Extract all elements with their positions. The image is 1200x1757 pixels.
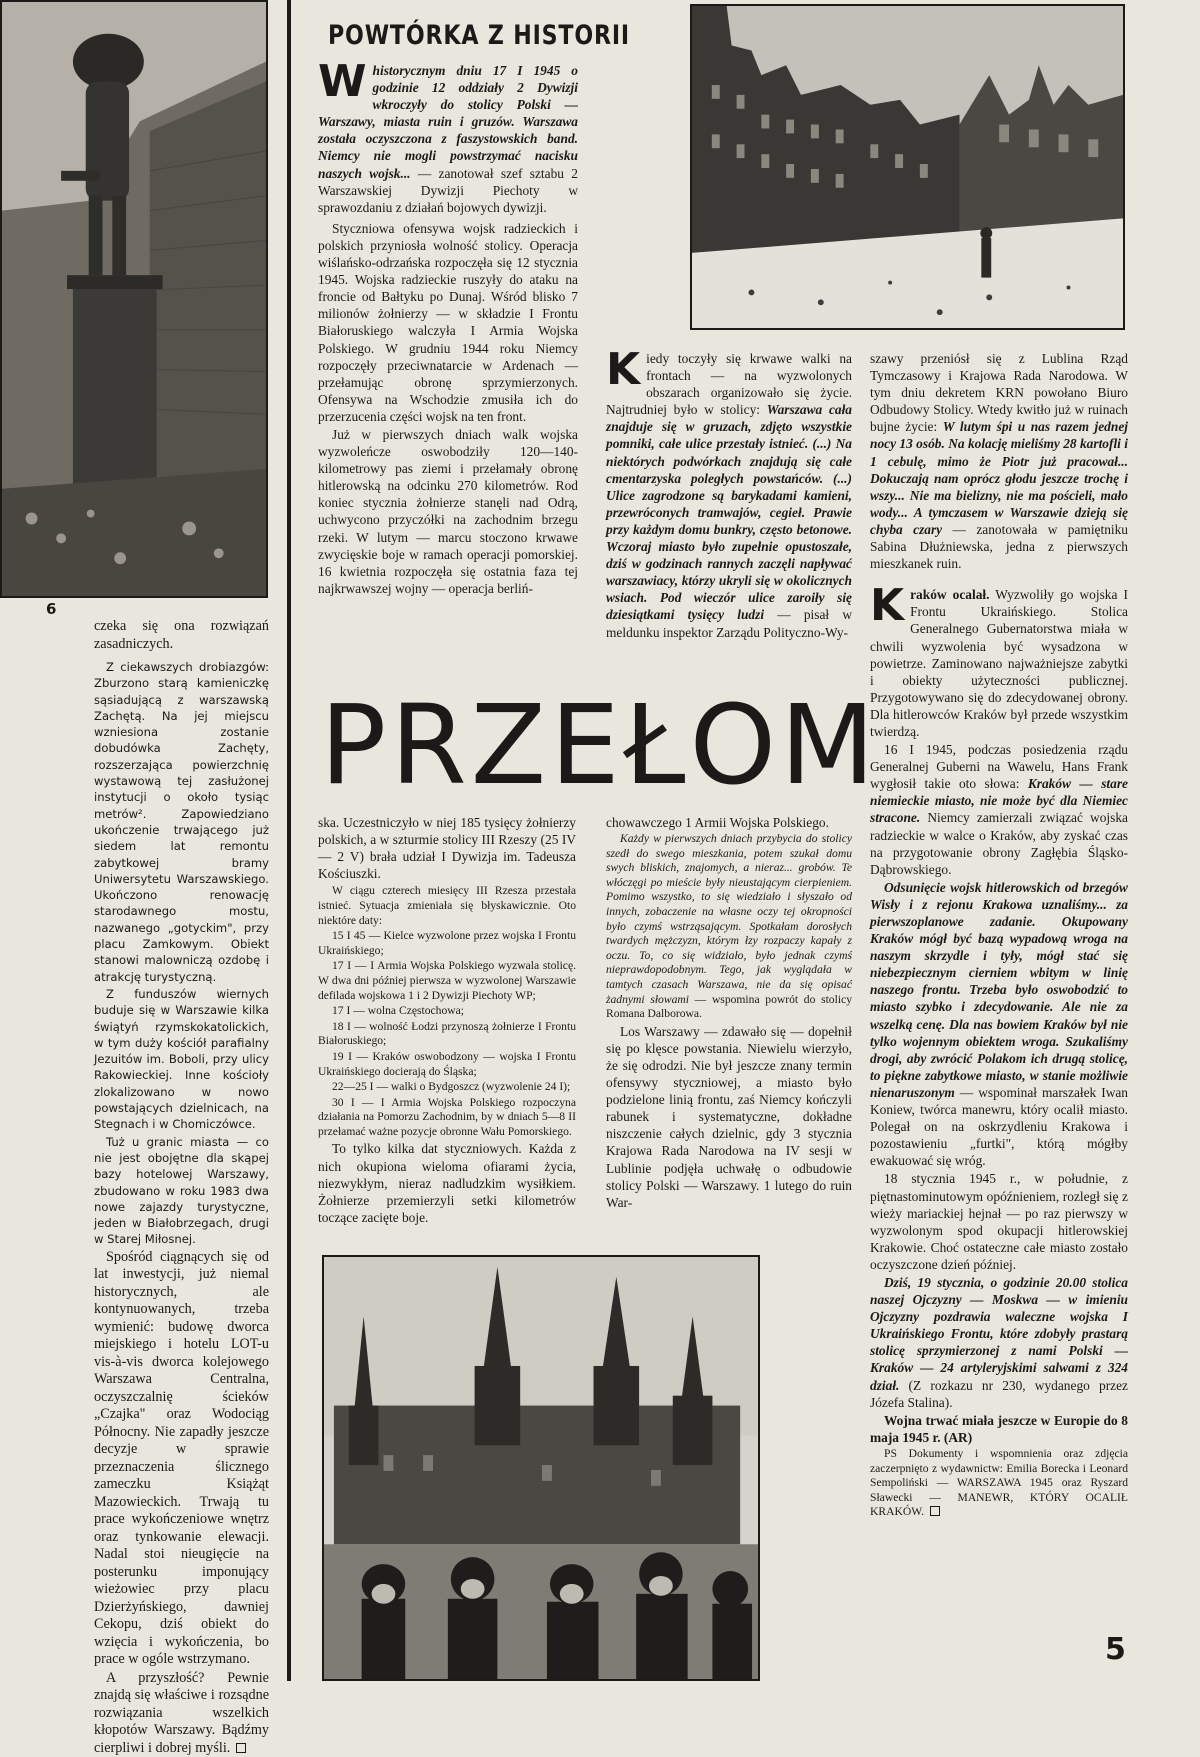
column-a-paragraph <box>318 56 578 216</box>
dropcap: K <box>606 344 641 395</box>
left-paragraph <box>94 1670 269 1757</box>
krakow-barbican-photo <box>322 1255 760 1681</box>
quote-text: Każdy w pierwszych dniach przybycia do stolicy szedł do swego mieszkania, potem szukał domu swych bliskich, znajomych, a nieraz... grobów. Te włóczęgi po mieście były nieustającym cierpieniem. Pomimo wszystko, to się wiedziało i słyszało od innych, zobaczenie na własne oczy tej okropności było czymś wstrząsającym. Spotkałam dorosłych twardych mężczyzn, którym łzy rozpaczy kapały z oczu. To, co się widziało, było jednak czymś nieprawdopodobnym. Tego, jak wyglądała w tamtych czasach Warszawa, nie da się opisać żadnymi słowami <box>606 832 852 1006</box>
paragraph-text: — zanotowała w pamiętniku Sabina Dłużniewska, jedna z pierwszych mieszkanek ruin. <box>870 521 1129 572</box>
column-a-upper <box>318 56 578 682</box>
left-column <box>94 618 269 1756</box>
column-c-paragraph: 18 stycznia 1945 r., w południe, z piętnastominutowym opóźnieniem, rozległ się z wieży mariackiej hejnał — po raz pierwszy w wyzwolonym spod okupacji hitlerowskiej Krakowie. Choć ostateczne całe miasto zostało oczyszczone dzień później. <box>870 1171 1128 1272</box>
paragraph-text: — wspominał marszałek Iwan Koniew, twórca manewru, który ocalił miasto. Polegał on na oskrzydleniu Krakowa i pozostawieniu „furtki", którą mógłby ewakuować się wróg. <box>870 1084 1128 1169</box>
date-item: 15 I 45 — Kielce wyzwolone przez wojska I Frontu Ukraińskiego; <box>318 929 576 957</box>
date-item: 19 I — Kraków oswobodzony — wojska I Frontu Ukraińskiego docierają do Śląska; <box>318 1049 576 1078</box>
end-mark-icon <box>236 1743 246 1753</box>
lead-text: raków ocalał. <box>910 587 990 603</box>
left-closing-text: A przyszłość? Pewnie znajdą się właściwe i rozsądne rozwiązania wszelkich kłopotów Warszawy. Bądźmy cierpliwi i dobrej myśli. <box>94 1669 269 1756</box>
column-a-paragraph: Już w pierwszych dniach walk wojska wyzwoleńcze oswobodziły 120—140-kilometrowy pas ziemi i przełamały obronę hitlerowską na odcinku 270 kilometrów. Rod koniec stycznia żołnierze stanęli nad Odrą, uchwycono przyczółki na zachodnim brzegu rzeki. W lutym — marcu stoczono krwawe zwycięskie boje w ramach operacji pomorskiej. 16 kwietnia rozpoczęła się ostatnia faza tej najkrwawszej wojny — operacja berliń- <box>318 426 578 596</box>
paragraph-text: — pisał w meldunku inspektor Zarządu Polityczno-Wy- <box>606 607 852 640</box>
dropcap: K <box>870 580 905 632</box>
quote-text: Kraków — stare niemieckie miasto, nie może być dla Niemiec stracone. <box>870 776 1128 826</box>
paragraph-text: — zanotował szef sztabu 2 Warszawskiej Dywizji Piechoty w sprawozdaniu z działań bojowych dywizji. <box>318 165 578 215</box>
column-c-paragraph <box>870 1274 1128 1411</box>
monument-photo-image <box>2 2 266 596</box>
column-b-paragraph <box>606 832 852 1022</box>
krakow-barbican-photo-image <box>324 1257 758 1679</box>
monument-photo <box>0 0 268 598</box>
left-paragraph: Z ciekawszych drobiazgów: Zburzono starą kamieniczkę sąsiadującą z warszawską Zachętą. Na jej miejscu wzniesiona zostanie dobudówka Zachęty, rozszerzająca powierzchnię wystawową tej zasłużonej instytucji o około tysiąc metrów². Zapowiedziano ukończenie trwającego już siedem lat remontu zabytkowej bramy Uniwersytetu Warszawskiego. Ukończono renowację starodawnego mostu, nazwanego „gotyckim", przy placu Zamkowym. Obiekt stanowi malowniczą ozdobę i atrakcję turystyczną. <box>94 660 269 984</box>
left-paragraph: Z funduszów wiernych buduje się w Warszawie kilka świątyń rzymskokatolickich, w tym duży kościół parafialny Jezuitów im. Boboli, przy ulicy Rakowieckiej. Inne kościoły zlokalizowano w nowo powstających dzielnicach, na Stegnach i w Chomiczówce. <box>94 986 269 1132</box>
date-item: 17 I — wolna Częstochowa; <box>332 1004 465 1018</box>
column-c-paragraph: Wojna trwać miała jeszcze w Europie do 8 maja 1945 r. (AR) <box>870 1412 1128 1445</box>
column-a-paragraph: Styczniowa ofensywa wojsk radzieckich i polskich przyniosła wolność stolicy. Operacja wiślańsko-odrzańska rozpoczęła się 12 stycznia 1945. Wojska radzieckie ruszyły do ataku na froncie od Bałtyku po Dunaj. Wśród blisko 7 milionów żołnierzy — w składzie I Frontu Białoruskiego walczyła I Armia Wojska Polskiego. W grudniu 1944 roku Niemcy rozpoczęły przeciwnatarcie w Ardenach — przełamując obronę sprzymierzonych. Ofensywa na Wschodzie zmusiła ich do przerzucenia części wojsk na ten front. <box>318 220 578 424</box>
quote-text: Dziś, 19 stycznia, o godzinie 20.00 stolica naszej Ojczyzny — Moskwa — w imieniu Ojczyzny pozdrawia waleczne wojska I Ukraińskiego Frontu, które zdobyły prastarą stolicę sprzymierzonej z nami Polski — Kraków — 24 artyleryjskimi salwami z 324 dział. <box>870 1274 1128 1393</box>
column-b-paragraph: Los Warszawy — zdawało się — dopełnił się po klęsce powstania. Niewielu wierzyło, że się odrodzi. Nie był jeszcze znany termin ofensywy styczniowej, a miasto było podzielone linią frontu, zaś Niemcy kończyli rabunek i systematyczne, dokładne niszczenie całych dzielnic, gdy 3 stycznia Krajowa Rada Narodowa na IV sesji w Lublinie podjęła uchwałę o odbudowie stolicy Polski — Warszawy. 1 lutego do ruin War- <box>606 1023 852 1210</box>
postscript-text: PS Dokumenty i wspomnienia oraz zdjęcia zaczerpnięto z wydawnictw: Emilia Borecka i Leonard Sempoliński — WARSZAWA 1945 oraz Ryszard Sławecki — MANEWR, KTÓRY OCALIŁ KRAKÓW. <box>870 1446 1128 1519</box>
date-item: 30 I — I Armia Wojska Polskiego rozpoczyna działania na Pomorzu Zachodnim, by w dniach 5—8 II przełamać ważne pozycje obronne Wału Pomorskiego. <box>318 1095 576 1138</box>
warsaw-ruins-photo-image <box>692 6 1123 328</box>
left-paragraph: czeka się ona rozwiązań zasadniczych. <box>94 618 269 652</box>
quote-text: historycznym dniu 17 I 1945 o godzinie 12 oddziały 2 Dywizji wkroczyły do stolicy Polski — Warszawy, miasta ruin i gruzów. Warszawa została oczyszczona z faszystowskich band. Niemcy nie mogli powstrzymać nacisku naszych wojsk... <box>318 63 578 181</box>
dates-intro: W ciągu czterech miesięcy III Rzesza przestała istnieć. Sytuacja zmieniała się błyskawicznie. Oto niektóre daty: <box>318 884 576 927</box>
column-a-paragraph: To tylko kilka dat styczniowych. Każda z nich okupiona wieloma ofiarami życia, niezwykłym, nieraz nadludzkim wysiłkiem. Żołnierze przemierzyli setki kilometrów toczące zacięte boje. <box>318 1141 576 1225</box>
column-c-paragraph <box>870 350 1128 572</box>
column-c-paragraph <box>870 741 1128 878</box>
column-b-paragraph <box>606 344 853 641</box>
postscript <box>870 1447 1128 1520</box>
column-a-lower <box>318 814 576 1244</box>
date-item: 17 I — I Armia Wojska Polskiego wyzwala stolicę. W dwa dni później pierwsza w wyzwolonej Warszawie defilada wojskowa 1 i 2 Dywizji Piechoty WP; <box>318 959 576 1002</box>
column-b-lower <box>606 814 852 1244</box>
date-item: 22—25 I — walki o Bydgoszcz (wyzwolenie 24 I); <box>332 1080 571 1094</box>
page-gutter <box>287 0 291 1681</box>
paragraph-text: iedy toczyły się krwawe walki na frontach — na wyzwolonych obszarach organizowało się życie. Najtrudniej było w stolicy: <box>606 351 852 418</box>
dropcap: W <box>318 56 367 107</box>
column-a-paragraph: ska. Uczestniczyło w niej 185 tysięcy żołnierzy polskich, a w szturmie stolicy III Rzeszy (25 IV— 2 V) brała udział I Dywizja im. Tadeusza Kościuszki. <box>318 815 576 882</box>
left-paragraph: Tuż u granic miasta — co nie jest obojętne dla skąpej bazy hotelowej Warszawy, zbudowano w roku 1983 dwa nowe zajazdy turystyczne, jeden w Białobrzegach, drugi w Starej Miłosnej. <box>94 1134 269 1247</box>
column-b-paragraph: chowawczego 1 Armii Wojska Polskiego. <box>606 815 829 830</box>
column-c-paragraph <box>870 580 1128 740</box>
date-item: 18 I — wolność Łodzi przynoszą żołnierze I Frontu Białoruskiego; <box>318 1019 576 1048</box>
column-b-upper <box>606 344 853 682</box>
paragraph-text: szawy przeniósł się z Lublina Rząd Tymczasowy i Krajowa Rada Narodowa. W tym dniu dekretem KRN powołano Biuro Odbudowy Stolicy. Wtedy kwitło już w ruinach bujne życie: <box>870 351 1128 435</box>
section-title: POWTÓRKA Z HISTORII <box>328 20 630 51</box>
dates-list <box>318 884 576 1139</box>
paragraph-text: Wyzwoliły go wojska I Frontu Ukraińskiego. Stolica Generalnego Gubernatorstwa miała w chwili wyzwolenia być wysadzona w powietrze. Zaminowano najważniejsze zabytki i obiekty użyteczności publicznej. Przygotowywano się do zdecydowanej obrony. Dla hitlerowców Kraków był przede wszystkim twierdzą. <box>870 587 1128 739</box>
quote-text: W lutym śpi u nas razem jednej nocy 13 osób. Na kolację mieliśmy 28 kartofli i 1 cebulę, mimo że Piotr już pracował... Dokuczają nam oprócz głodu jeszcze trochę i wszy... Nie ma bielizny, nie ma pościeli, mało wody... A tymczasem w Warszawie dzieją się chyba czary <box>870 419 1128 537</box>
paragraph-text: (Z rozkazu nr 230, wydanego przez Józefa Stalina). <box>870 1377 1128 1410</box>
paragraph-text: Niemcy zamierzali związać wojska radzieckie w walce o Kraków, aby zyskać czas na przygotowanie obrony Zagłębia Śląsko-Dąbrowskiego. <box>870 810 1128 877</box>
paragraph-text: 16 I 1945, podczas posiedzenia rządu Generalnej Guberni na Wawelu, Hans Frank wygłosił takie oto słowa: <box>870 742 1128 792</box>
warsaw-ruins-photo <box>690 4 1125 330</box>
quote-text: Odsunięcie wojsk hitlerowskich od brzegów Wisły i z rejonu Krakowa uznaliśmy... za pierwszoplanowe zadanie. Okupowany Kraków mógł być bazą wypadową wroga na naszym skrzydle i tyły, mógł stać się niebezpiecznym cierniem wbitym w linię naszego frontu. Trzeba było oswobodzić to miasto szybko i zdecydowanie. Ale nie za wszelką cenę. Dla nas bowiem Kraków był nie tylko wojennym obiektem wroga. Szukaliśmy drogi, aby zwrócić Polakom ich drugą stolicę, to piękne zabytkowe miasto, w stanie możliwie nienaruszonym <box>870 879 1128 1100</box>
left-paragraph: Spośród ciągnących się od lat inwestycji, już niemal historycznych, ale kontynuowanych, trzeba wymienić: budowę dworca miejskiego i hotelu LOT-u vis-à-vis dworca kolejowego Warszawa Centralna, oczyszczalnię ścieków „Czajka" oraz Wodociąg Północny. Nie zapadły jeszcze decyzje w sprawie przeznaczenia ślicznego zameczku Książąt Mazowieckich. Trwają tu prace wykończeniowe wnętrz oraz tynkowanie elewacji. Nadal stoi nieugięcie na posterunku imponujący wieżowiec przy placu Dzierżyńskiego, dawniej Cekopu, dziś obiekt do wzięcia i wykończenia, bo prace w ogóle wstrzymano. <box>94 1248 269 1668</box>
left-page-number: 6 <box>46 600 57 618</box>
main-title: PRZEŁOM <box>320 681 879 809</box>
paragraph-text: — wspomina powrót do stolicy Romana Dalborowa. <box>606 992 852 1021</box>
end-mark-icon <box>930 1506 940 1516</box>
quote-text: Warszawa cała znajduje się w gruzach, zdjęto wszystkie pomniki, całe ulice przestały istnieć. (...) Na niektórych podwórkach znajdują się całe cmentarzyska poległych powstańców. (...) Ulice zagrodzone są barykadami kamieni, przewróconych tramwajów, cegieł. Prawie przy każdym domu bunkry, często betonowe. Wczoraj miasto było zupełnie opustoszałe, dziś w godzinach rannych zaczęli napływać warszawiacy, którzy ukryli się w okolicznych wsiach. Pod wieczór ulice zaroiły się dziesiątkami tysięcy ludzi <box>606 402 853 623</box>
column-c-paragraph <box>870 879 1128 1170</box>
right-page-number: 5 <box>1105 1632 1126 1667</box>
column-c <box>870 350 1128 1650</box>
